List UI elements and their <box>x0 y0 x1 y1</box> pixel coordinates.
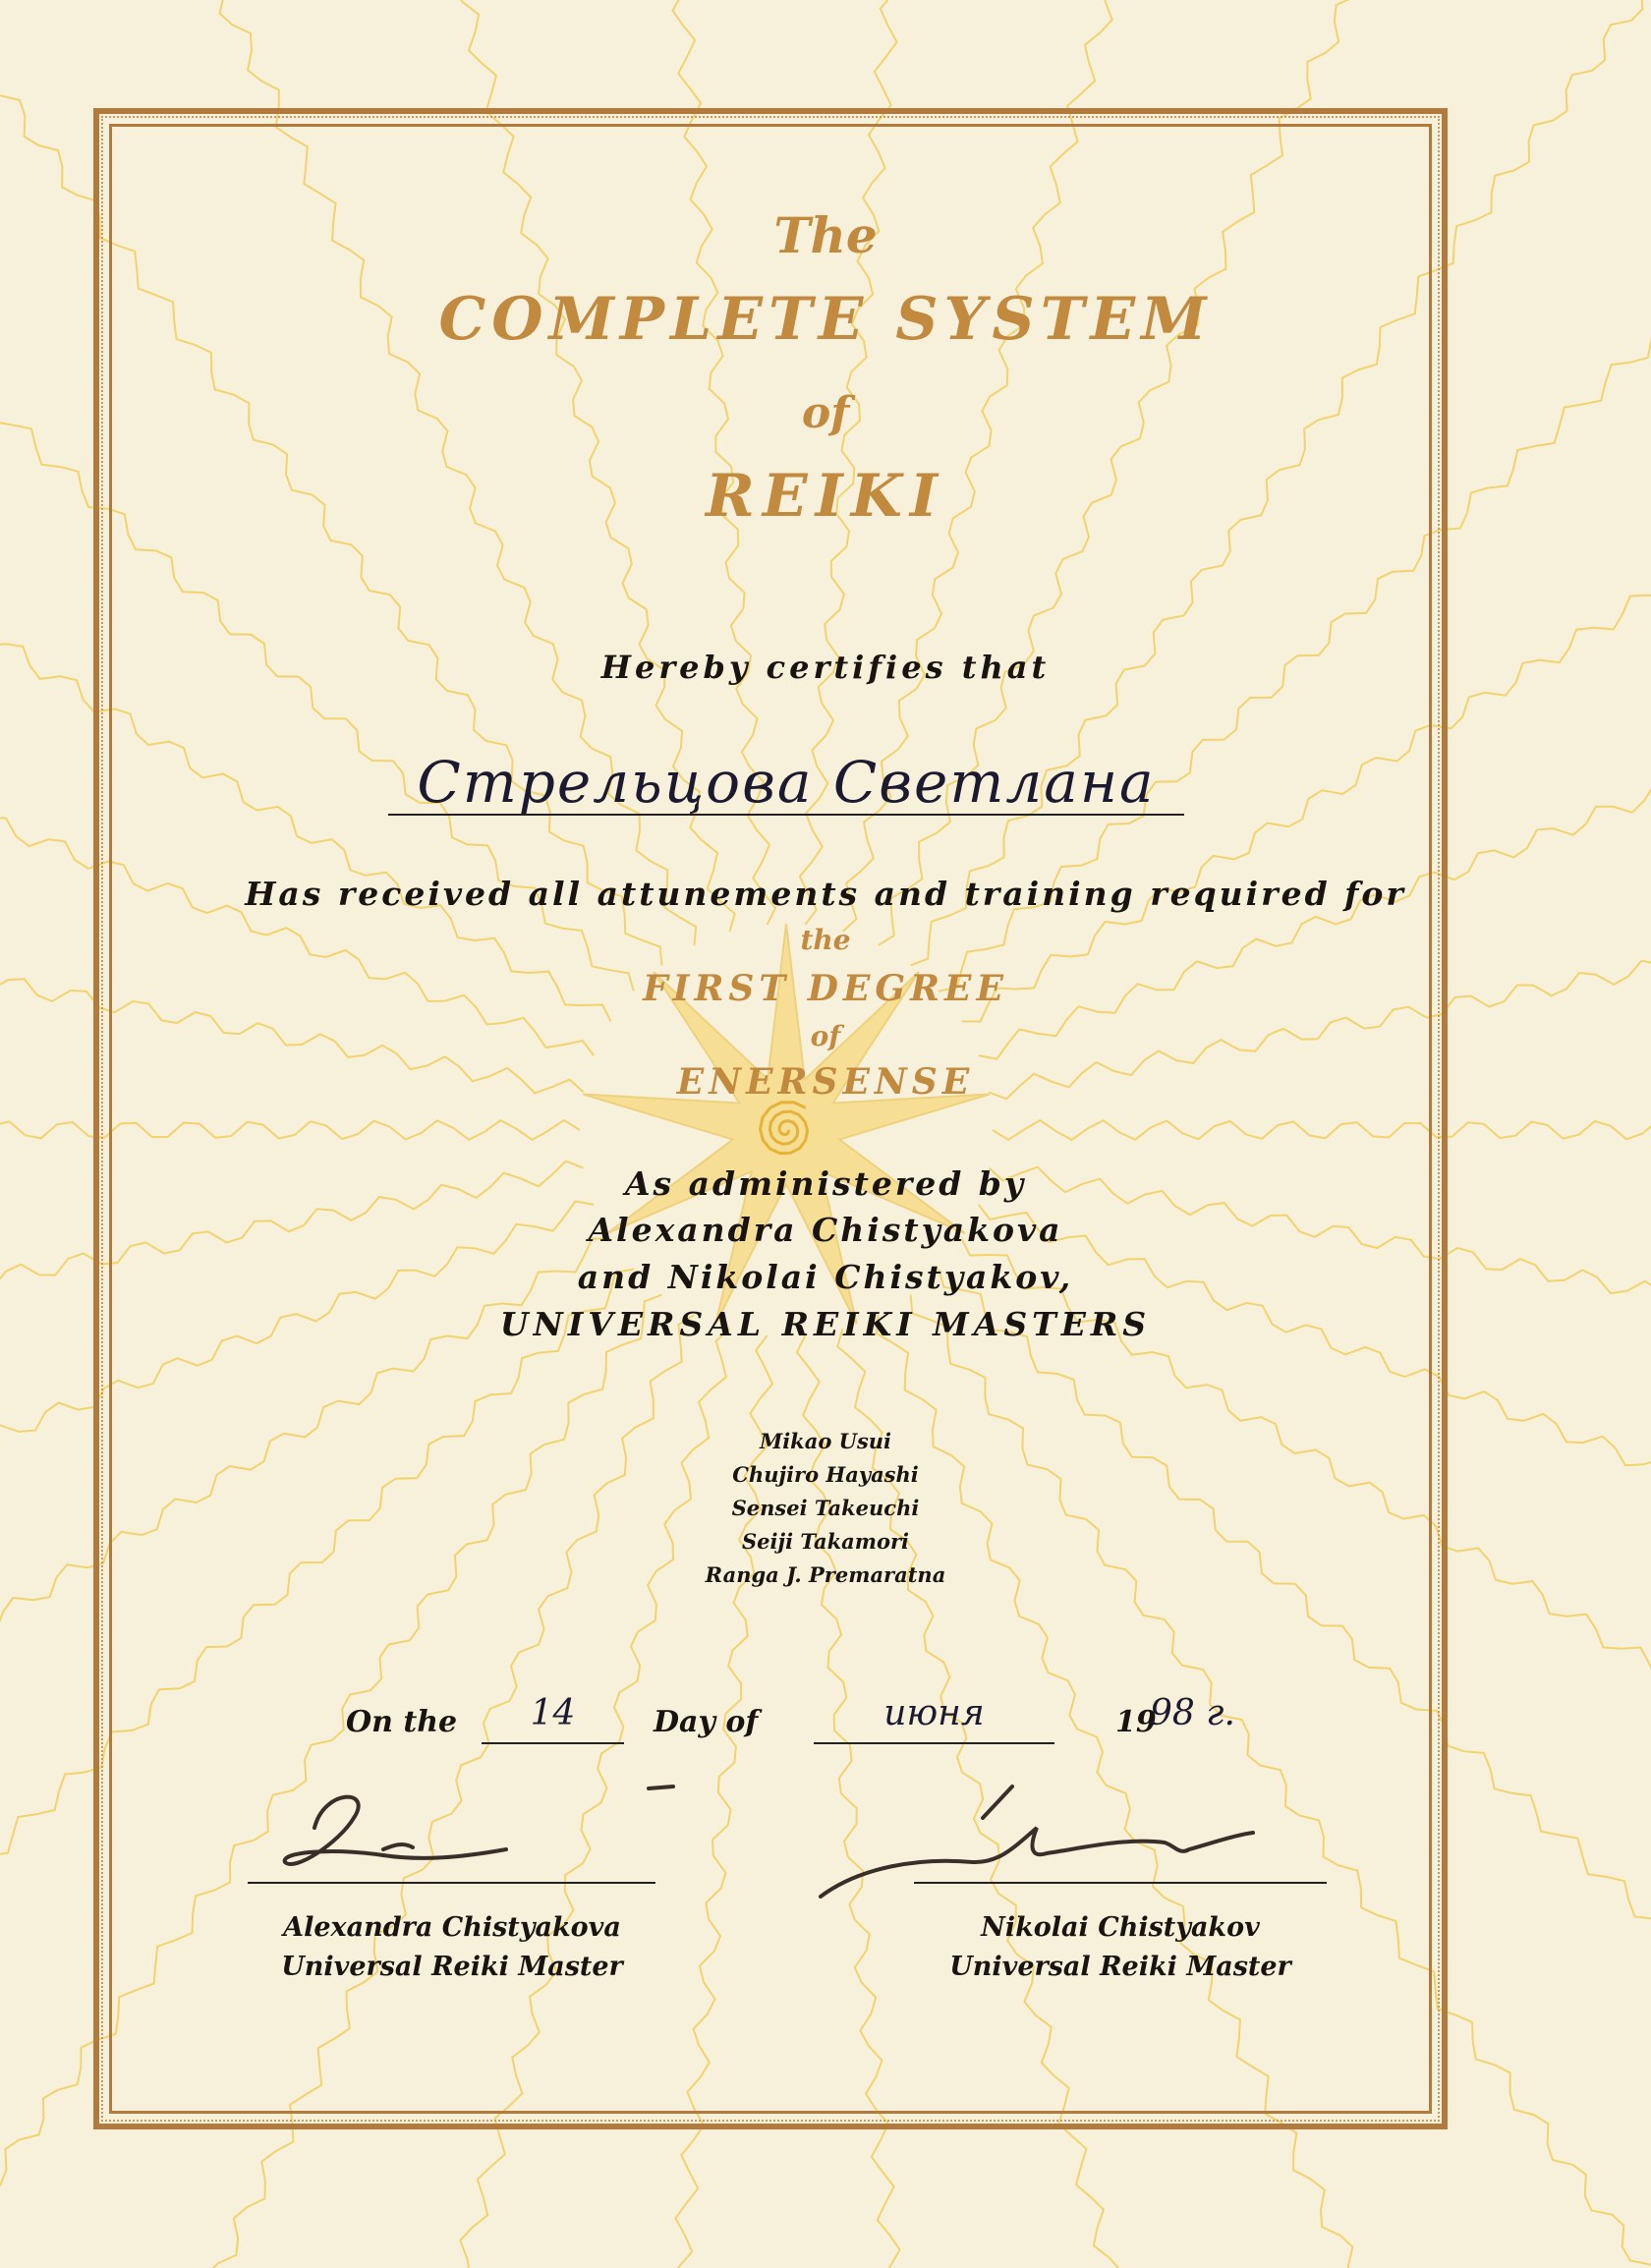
signature-nikolai <box>801 1759 1292 1906</box>
administrator-1: Alexandra Chistyakova <box>588 1211 1063 1249</box>
signatory-title: Universal Reiki Master <box>281 1952 623 1982</box>
signatory-right <box>914 1908 1327 1987</box>
signatory-name: Nikolai Chistyakov <box>981 1912 1260 1943</box>
name-underline <box>388 814 1184 816</box>
certifies-text: Hereby certifies that <box>600 649 1051 686</box>
degree-of: of <box>810 1020 841 1052</box>
signature-line-left <box>248 1882 655 1884</box>
day-value: 14 <box>530 1693 576 1733</box>
month-value: июня <box>883 1693 985 1733</box>
lineage-item: Seiji Takamori <box>741 1529 910 1554</box>
title-reiki: REIKI <box>706 462 945 531</box>
signatory-title: Universal Reiki Master <box>949 1952 1291 1982</box>
month-underline <box>814 1742 1054 1744</box>
signatory-left <box>246 1908 658 1987</box>
year-prefix: 19 <box>1115 1705 1157 1739</box>
on-the-label: On the <box>346 1705 458 1739</box>
date-row <box>0 1693 1651 1764</box>
day-underline <box>482 1742 624 1744</box>
lineage-list <box>0 1425 1651 1592</box>
administered-by: As administered by <box>624 1164 1027 1203</box>
lineage-item: Ranga J. Premaratna <box>705 1562 946 1587</box>
degree-the: the <box>800 924 851 956</box>
signature-line-right <box>914 1882 1327 1884</box>
lineage-item: Sensei Takeuchi <box>731 1496 920 1520</box>
day-of-label: Day of <box>654 1705 759 1739</box>
lineage-item: Mikao Usui <box>759 1429 892 1453</box>
degree-system: ENERSENSE <box>676 1061 975 1103</box>
masters-title: UNIVERSAL REIKI MASTERS <box>499 1305 1152 1343</box>
lineage-item: Chujiro Hayashi <box>732 1462 919 1487</box>
received-text: Has received all attunements and training required for <box>245 875 1406 913</box>
title-complete-system: COMPLETE SYSTEM <box>438 285 1213 354</box>
degree-name: FIRST DEGREE <box>643 968 1008 1009</box>
signature-alexandra <box>236 1759 688 1887</box>
year-value: 98 г. <box>1150 1693 1235 1733</box>
title-the: The <box>773 206 878 264</box>
title-of: of <box>801 388 850 438</box>
recipient-name: Стрельцова Светлана <box>417 749 1156 816</box>
administrator-2: and Nikolai Chistyakov, <box>577 1258 1074 1296</box>
signatory-name: Alexandra Chistyakova <box>283 1912 621 1943</box>
